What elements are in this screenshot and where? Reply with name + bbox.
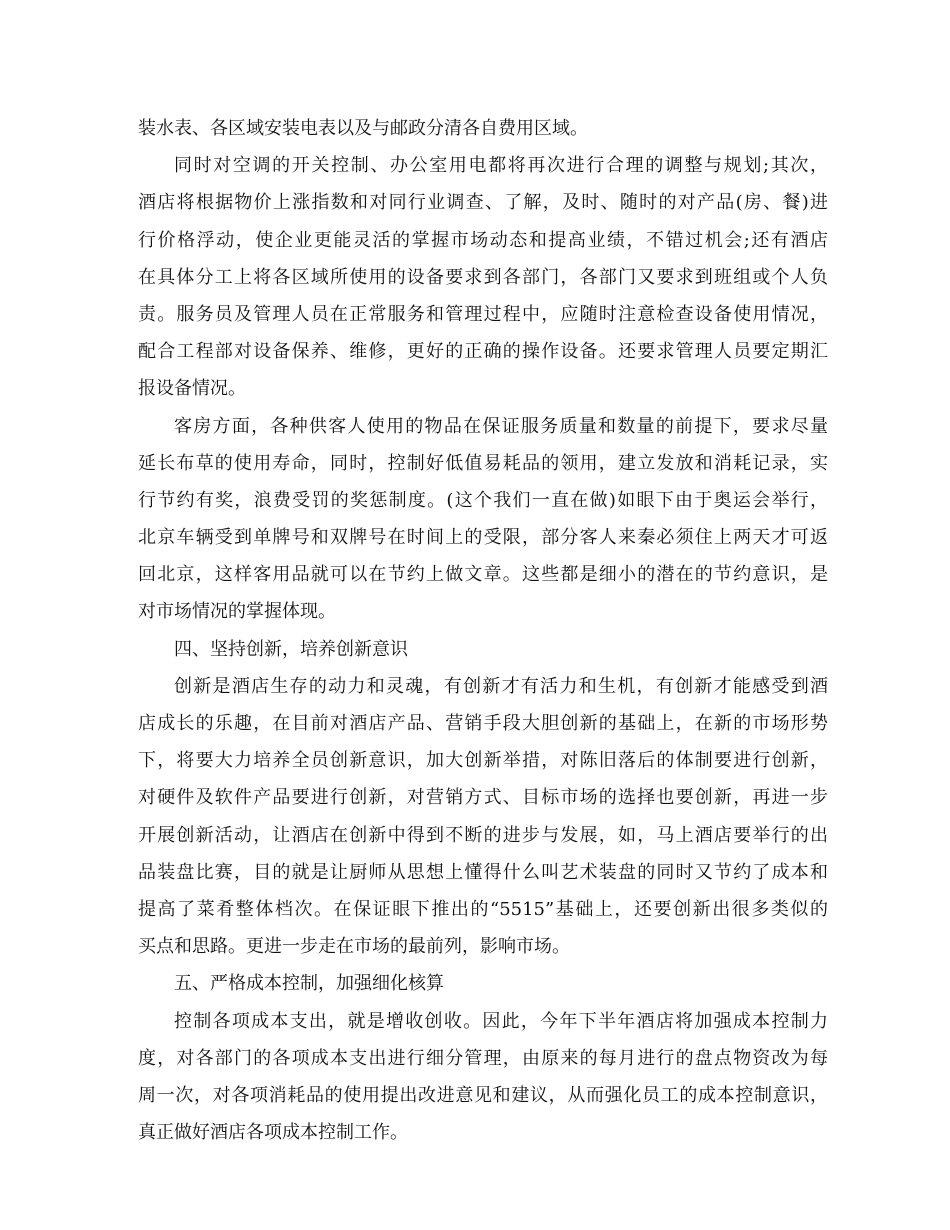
paragraph-line: 品装盘比赛，目的就是让厨师从思想上懂得什么叫艺术装盘的同时又节约了成本和 (138, 861, 828, 883)
paragraph-line: 买点和思路。更进一步走在市场的最前列，影响市场。 (138, 936, 570, 958)
paragraph-line: 对硬件及软件产品要进行创新，对营销方式、目标市场的选择也要创新，再进一步 (138, 787, 828, 809)
paragraph-line: 延长布草的使用寿命，同时，控制好低值易耗品的领用，建立发放和消耗记录，实 (138, 452, 828, 474)
paragraph-line: 创新是酒店生存的动力和灵魂，有创新才有活力和生机，有创新才能感受到酒 (174, 675, 828, 697)
paragraph-line: 责。服务员及管理人员在正常服务和管理过程中，应随时注意检查设备使用情况， (138, 303, 828, 325)
document-body (138, 110, 828, 1151)
paragraph-line: 行价格浮动，使企业更能灵活的掌握市场动态和提高业绩，不错过机会;还有酒店 (138, 229, 828, 251)
paragraph-line: 酒店将根据物价上涨指数和对同行业调查、了解，及时、随时的对产品(房、餐)进 (138, 192, 828, 214)
paragraph-line: 北京车辆受到单牌号和双牌号在时间上的受限，部分客人来秦必须住上两天才可返 (138, 527, 828, 549)
paragraph-line: 店成长的乐趣，在目前对酒店产品、营销手段大胆创新的基础上，在新的市场形势 (138, 713, 828, 734)
paragraph-line: 装水表、各区域安装电表以及与邮政分清各自费用区域。 (138, 118, 588, 139)
paragraph-line: 客房方面，各种供客人使用的物品在保证服务质量和数量的前提下，要求尽量 (174, 415, 828, 437)
paragraph-line: 开展创新活动，让酒店在创新中得到不断的进步与发展，如，马上酒店要举行的出 (138, 824, 828, 846)
section-heading: 四、坚持创新，培养创新意识 (174, 638, 408, 660)
paragraph-line: 在具体分工上将各区域所使用的设备要求到各部门，各部门又要求到班组或个人负 (138, 266, 828, 288)
paragraph-line: 度，对各部门的各项成本支出进行细分管理，由原来的每月进行的盘点物资改为每 (138, 1047, 828, 1069)
paragraph-line: 配合工程部对设备保养、维修，更好的正确的操作设备。还要求管理人员要定期汇 (138, 341, 828, 363)
paragraph-line: 同时对空调的开关控制、办公室用电都将再次进行合理的调整与规划;其次， (174, 155, 828, 177)
paragraph-line: 真正做好酒店各项成本控制工作。 (138, 1122, 408, 1144)
paragraph-line: 下，将要大力培养全员创新意识，加大创新举措，对陈旧落后的体制要进行创新， (138, 750, 828, 772)
section-heading: 五、严格成本控制，加强细化核算 (174, 973, 444, 995)
paragraph-line: 报设备情况。 (138, 378, 246, 400)
paragraph-line: 控制各项成本支出，就是增收创收。因此，今年下半年酒店将加强成本控制力 (174, 1010, 828, 1032)
paragraph-line: 行节约有奖，浪费受罚的奖惩制度。(这个我们一直在做)如眼下由于奥运会举行， (138, 489, 828, 511)
paragraph-line: 对市场情况的掌握体现。 (138, 601, 336, 623)
paragraph-line: 周一次，对各项消耗品的使用提出改进意见和建议，从而强化员工的成本控制意识， (138, 1084, 828, 1106)
paragraph-line: 提高了菜肴整体档次。在保证眼下推出的“5515”基础上，还要创新出很多类似的 (138, 898, 828, 920)
paragraph-line: 回北京，这样客用品就可以在节约上做文章。这些都是细小的潜在的节约意识，是 (138, 564, 828, 586)
